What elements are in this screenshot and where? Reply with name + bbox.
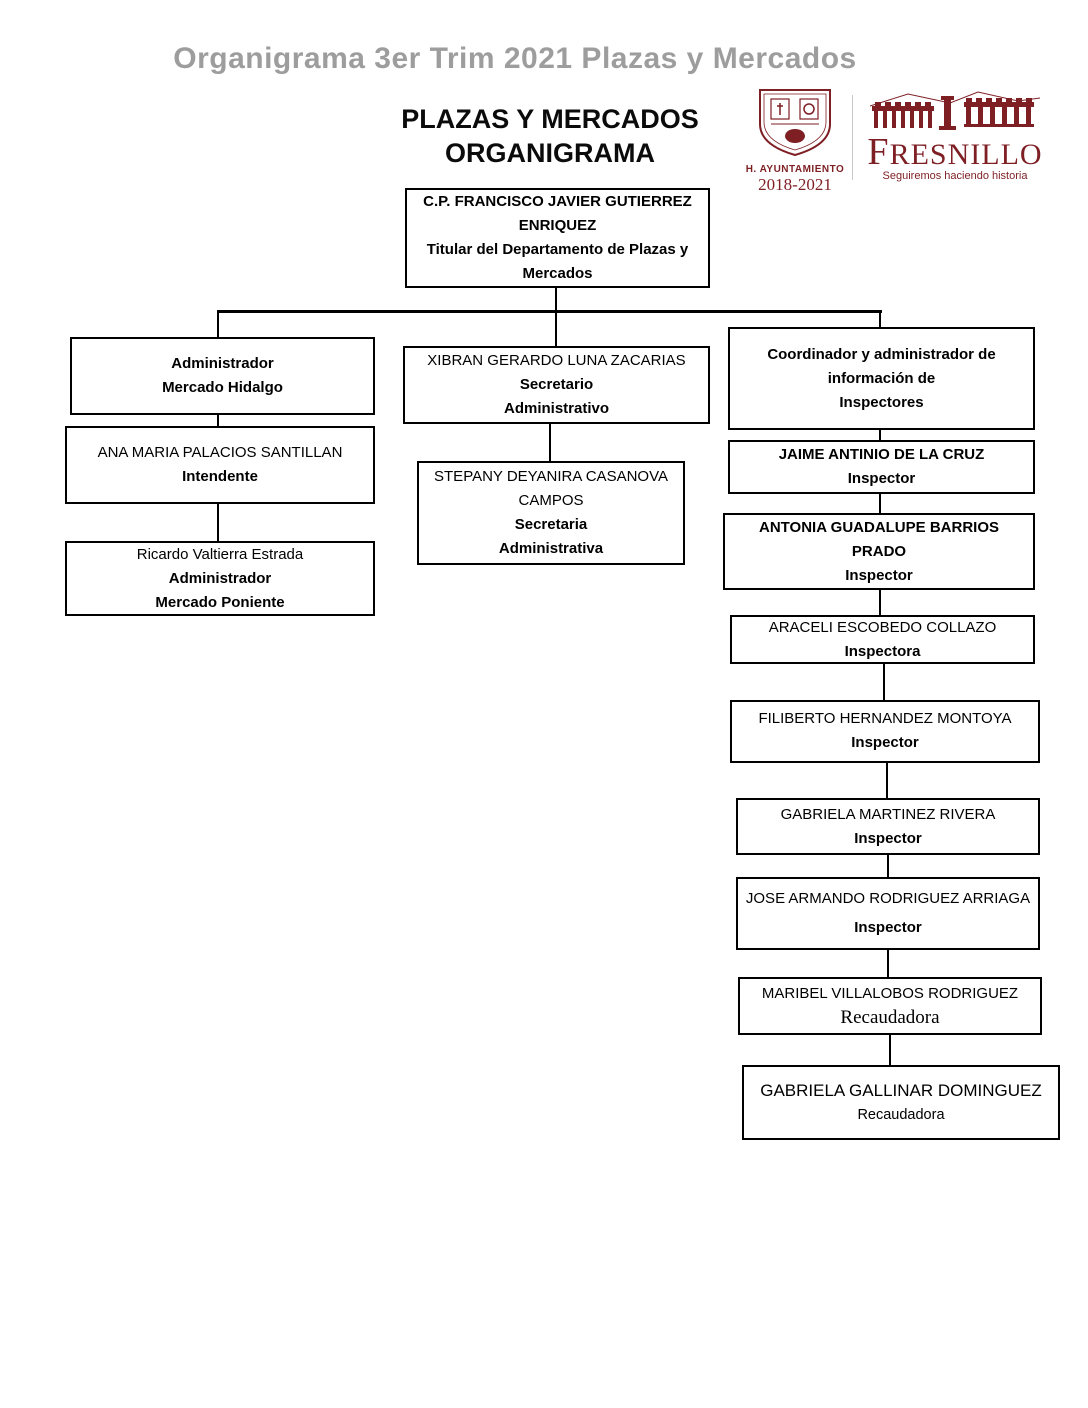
connector-coordinador-jaime <box>879 430 881 440</box>
org-node-araceli <box>730 615 1035 664</box>
person-role: Intendente <box>182 468 258 485</box>
person-role: Recaudadora <box>840 1007 940 1028</box>
person-role: Administrativa <box>498 540 604 557</box>
person-role: Administrador <box>168 569 272 587</box>
ayuntamiento-crest-logo <box>745 86 845 195</box>
heading-line-2: ORGANIGRAMA <box>445 138 655 168</box>
fresnillo-logo <box>865 90 1045 182</box>
person-role: información de <box>827 369 936 387</box>
org-node-ricardo <box>65 541 375 616</box>
person-name: ANTONIA GUADALUPE BARRIOS <box>758 518 999 536</box>
org-node-maribel <box>738 977 1042 1035</box>
org-node-jaime <box>728 440 1035 494</box>
org-node-gabriela-gallinar <box>742 1065 1060 1140</box>
org-node-coordinador <box>728 327 1035 430</box>
person-role: Inspector <box>854 829 922 847</box>
logo-divider <box>852 95 853 180</box>
person-name: C.P. FRANCISCO JAVIER GUTIERREZ <box>423 193 692 210</box>
org-node-filiberto <box>730 700 1040 763</box>
org-node-stepany <box>417 461 685 565</box>
connector-xibran-stepany <box>549 424 551 461</box>
person-name: ARACELI ESCOBEDO COLLAZO <box>768 618 997 636</box>
person-role: Secretario <box>519 376 594 393</box>
connector-drop-left <box>217 310 219 337</box>
document-title: Organigrama 3er Trim 2021 Plazas y Mercados <box>173 42 857 75</box>
person-role: Mercados <box>522 265 593 282</box>
person-role: Inspector <box>847 470 916 487</box>
org-node-gabriela-martinez <box>736 798 1040 855</box>
org-node-jose-armando <box>736 877 1040 950</box>
org-node-antonia <box>723 513 1035 590</box>
person-role: Inspectores <box>839 393 924 411</box>
connector-antonia-araceli <box>879 590 881 615</box>
connector-gabrielam-jose <box>887 855 889 877</box>
connector-jaime-antonia <box>879 494 881 513</box>
person-role: Secretaria <box>514 516 588 533</box>
person-name: JOSE ARMANDO RODRIGUEZ ARRIAGA <box>745 889 1031 907</box>
person-name: PRADO <box>851 542 907 560</box>
connector-filiberto-gabrielam <box>886 763 888 798</box>
person-name: ANA MARIA PALACIOS SANTILLAN <box>97 444 343 461</box>
connector-main-horizontal <box>218 310 882 313</box>
crest-caption: H. AYUNTAMIENTO <box>745 164 845 175</box>
org-node-ana-maria <box>65 426 375 504</box>
person-name: JAIME ANTINIO DE LA CRUZ <box>778 446 985 463</box>
connector-drop-middle <box>555 310 557 346</box>
connector-araceli-filiberto <box>883 664 885 700</box>
person-name: CAMPOS <box>518 492 584 509</box>
fresnillo-skyline-icon <box>870 90 1040 134</box>
person-name: Ricardo Valtierra Estrada <box>136 545 304 563</box>
org-node-admin-hidalgo <box>70 337 375 415</box>
person-role: Administrador <box>171 355 274 372</box>
person-role: Recaudadora <box>857 1106 945 1123</box>
person-role: Inspector <box>854 919 922 937</box>
org-node-xibran <box>403 346 710 424</box>
fresnillo-wordmark: FRESNILLO <box>867 131 1043 173</box>
connector-maribel-gallinar <box>889 1035 891 1065</box>
person-name: FILIBERTO HERNANDEZ MONTOYA <box>758 710 1012 727</box>
person-name: MARIBEL VILLALOBOS RODRIGUEZ <box>761 985 1019 1002</box>
person-role: Inspector <box>851 734 919 751</box>
person-role: Mercado Poniente <box>155 593 285 611</box>
org-chart-heading <box>370 102 730 170</box>
person-name: ENRIQUEZ <box>518 217 597 234</box>
person-role: Titular del Departamento de Plazas y <box>426 241 689 258</box>
person-name: GABRIELA MARTINEZ RIVERA <box>780 805 996 823</box>
person-role: Inspector <box>845 566 913 584</box>
person-role: Mercado Hidalgo <box>162 379 283 396</box>
crest-shield-icon <box>751 86 839 158</box>
heading-line-1: PLAZAS Y MERCADOS <box>401 104 699 134</box>
connector-jose-maribel <box>887 950 889 977</box>
connector-anamaria-ricardo <box>217 504 219 541</box>
person-name: GABRIELA GALLINAR DOMINGUEZ <box>760 1080 1042 1100</box>
connector-titular-stem <box>555 288 557 312</box>
person-name: STEPANY DEYANIRA CASANOVA <box>434 468 668 485</box>
person-role: Coordinador y administrador de <box>767 345 996 363</box>
org-node-titular <box>405 188 710 288</box>
person-role: Administrativo <box>503 400 609 417</box>
fresnillo-tagline: Seguiremos haciendo historia <box>882 170 1028 182</box>
connector-hidalgo-anamaria <box>217 415 219 426</box>
person-role: Inspectora <box>844 642 921 660</box>
crest-years: 2018-2021 <box>758 175 832 194</box>
person-name: XIBRAN GERARDO LUNA ZACARIAS <box>427 352 686 369</box>
connector-drop-right <box>879 310 881 327</box>
